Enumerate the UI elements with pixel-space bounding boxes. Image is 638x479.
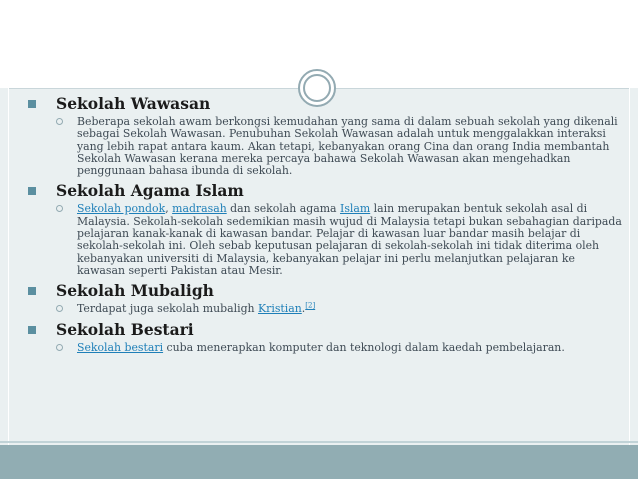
section-paragraph xyxy=(24,303,624,315)
section-sekolah-wawasan xyxy=(24,94,624,177)
footer-line xyxy=(0,441,638,443)
square-bullet-icon xyxy=(28,326,36,334)
heading-text: Sekolah Bestari xyxy=(56,319,194,339)
square-bullet-icon xyxy=(28,187,36,195)
square-bullet-icon xyxy=(28,287,36,295)
paragraph-text: lain merupakan bentuk sekolah asal di Malaysia. Sekolah-sekolah sedemikian masih wujud di Malaysia tetapi bukan sebahagian daripada pelajaran kanak-kanak di kawasan bandar. Pelajar di kawasan luar bandar masih belajar di sekolah-sekolah ini. Oleh sebab keputusan pelajaran di sekolah-sekolah ini tidak diterima oleh kebanyakan universiti di Malaysia, kebanyakan pelajar ini perlu melanjutkan pelajaran ke kawasan seperti Pakistan atau Mesir. xyxy=(77,202,622,277)
section-sekolah-bestari xyxy=(24,320,624,354)
section-heading xyxy=(24,320,624,339)
section-heading xyxy=(24,281,624,300)
section-paragraph xyxy=(24,203,624,277)
heading-text: Sekolah Wawasan xyxy=(56,94,211,113)
ring-bullet-icon xyxy=(56,205,63,212)
section-paragraph xyxy=(24,116,624,177)
heading-text: Sekolah Mubaligh xyxy=(56,281,214,301)
footer-band xyxy=(0,445,638,479)
section-sekolah-agama-islam xyxy=(24,181,624,277)
section-heading xyxy=(24,94,624,113)
section-heading xyxy=(24,181,624,200)
slide-content xyxy=(24,94,624,354)
reference-link[interactable]: [2] xyxy=(305,301,316,310)
paragraph-text: Beberapa sekolah awam berkongsi kemudahan yang sama di dalam sebuah sekolah yang dikenali sebagai Sekolah Wawasan. Penubuhan Sekolah Wawasan adalah untuk menggalakkan interaksi yang lebih rapat antara kaum. Akan tetapi, kebanyakan orang Cina dan orang India membantah Sekolah Wawasan kerana mereka percaya bahawa Sekolah Wawasan akan mengehadkan penggunaan bahasa ibunda di sekolah. xyxy=(77,115,618,178)
square-bullet-icon xyxy=(28,100,36,108)
paragraph-text: . xyxy=(301,302,306,316)
paragraph-text: dan sekolah agama xyxy=(226,202,341,216)
link-madrasah[interactable]: madrasah xyxy=(172,202,227,216)
paragraph-text: Terdapat juga sekolah mubaligh xyxy=(77,302,259,316)
section-paragraph xyxy=(24,342,624,354)
link-kristian[interactable]: Kristian xyxy=(258,302,302,316)
link-sekolah-pondok[interactable]: Sekolah pondok xyxy=(77,202,166,216)
paragraph-text: cuba menerapkan komputer dan teknologi dalam kaedah pembelajaran. xyxy=(163,340,565,354)
ring-bullet-icon xyxy=(56,118,63,125)
separator-text: , xyxy=(165,202,173,216)
section-sekolah-mubaligh xyxy=(24,281,624,315)
ring-bullet-icon xyxy=(56,305,63,312)
link-sekolah-bestari[interactable]: Sekolah bestari xyxy=(77,340,164,354)
ring-bullet-icon xyxy=(56,344,63,351)
link-islam[interactable]: Islam xyxy=(340,202,371,216)
heading-text: Sekolah Agama Islam xyxy=(56,181,244,201)
